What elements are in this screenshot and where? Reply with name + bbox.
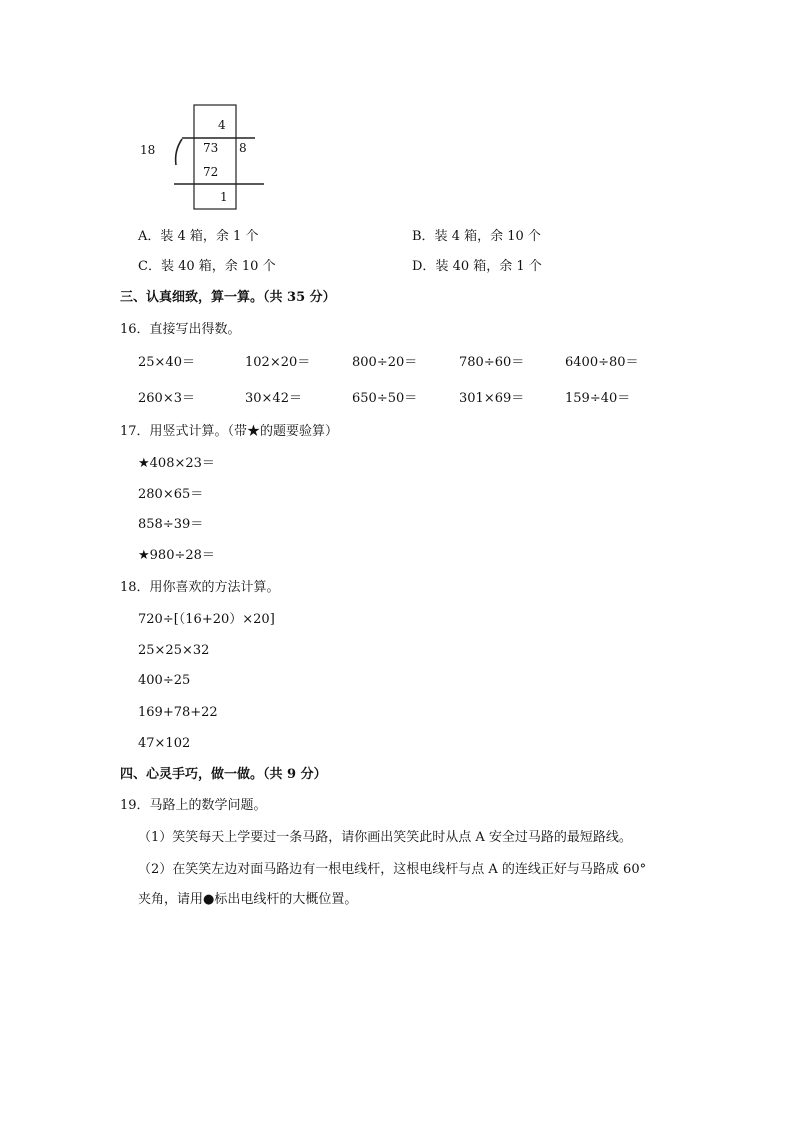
q17-item: 858÷39＝ [138,517,204,532]
q19-title: 19．马路上的数学问题。 [120,798,267,813]
q16-item: 800÷20＝ [352,355,418,370]
option-text: 装 4 箱，余 1 个 [160,229,259,244]
option-text: 装 40 箱，余 10 个 [160,259,276,274]
q18-item: 400÷25 [138,673,191,688]
q19-part-2-line-2: 夹角，请用●标出电线杆的大概位置。 [138,892,358,907]
q17-title: 17．用竖式计算。（带★的题要验算） [120,424,339,439]
q17-item: ★980÷28＝ [138,548,215,563]
option-d [412,259,542,275]
q19-part-1: （1）笑笑每天上学要过一条马路，请你画出笑笑此时从点 A 安全过马路的最短路线。 [138,830,632,845]
option-letter: B． [412,229,435,244]
q16-item: 650÷50＝ [352,391,418,406]
division-lines [140,103,270,213]
section-4-title: 四、心灵手巧，做一做。（共 9 分） [120,767,327,782]
q16-item: 159÷40＝ [565,391,631,406]
q18-item: 720÷[（16+20）×20] [138,612,275,627]
q16-item: 260×3＝ [138,391,195,406]
option-c [138,259,276,275]
q16-item: 6400÷80＝ [565,355,639,370]
q17-item: ★408×23＝ [138,456,215,471]
q16-item: 780÷60＝ [459,355,525,370]
option-letter: A． [138,229,161,244]
q18-item: 25×25×32 [138,643,210,658]
option-text: 装 40 箱，余 1 个 [435,259,542,274]
q16-item: 301×69＝ [459,391,525,406]
option-a [138,229,258,245]
q17-item: 280×65＝ [138,487,204,502]
divisor: 18 [140,143,156,157]
q18-item: 169+78+22 [138,705,218,720]
q16-title: 16．直接写出得数。 [120,322,241,337]
dividend-first: 73 [203,141,219,155]
option-text: 装 4 箱，余 10 个 [434,229,541,244]
subtract-value: 72 [203,165,219,179]
section-3-title: 三、认真细致，算一算。（共 35 分） [120,290,336,305]
option-letter: C． [138,259,161,274]
dividend-last: 8 [239,141,247,155]
q18-item: 47×102 [138,736,191,751]
q19-part-2-line-1: （2）在笑笑左边对面马路边有一根电线杆，这根电线杆与点 A 的连线正好与马路成 60° [138,862,647,877]
q16-item: 30×42＝ [245,391,302,406]
option-b [412,229,541,245]
q18-title: 18．用你喜欢的方法计算。 [120,580,280,595]
q16-item: 102×20＝ [245,355,311,370]
remainder: 1 [220,190,228,204]
option-letter: D． [412,259,436,274]
q16-item: 25×40＝ [138,355,195,370]
quotient: 4 [218,118,226,132]
